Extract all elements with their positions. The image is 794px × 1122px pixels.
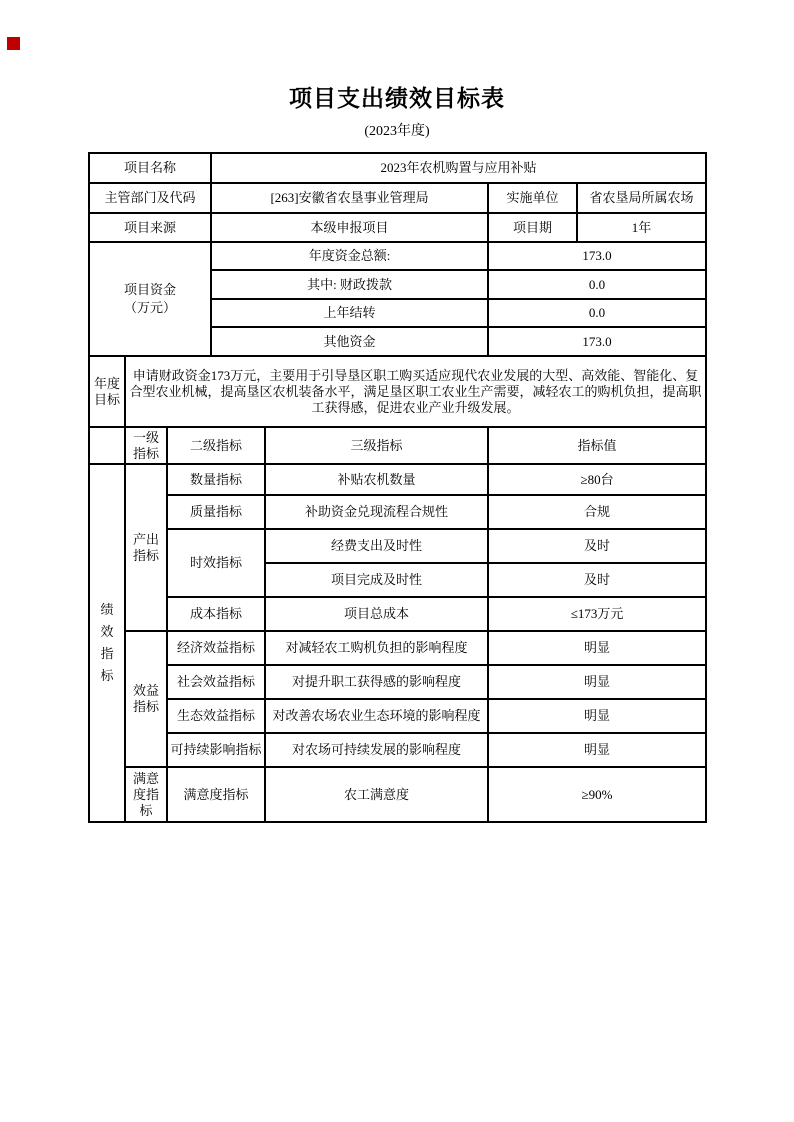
funding-total-value: 173.0 xyxy=(488,242,706,270)
level3-cell: 补贴农机数量 xyxy=(265,464,488,495)
level3-cell: 对改善农场农业生态环境的影响程度 xyxy=(265,699,488,733)
level2-satisfaction: 满意度指标 xyxy=(167,767,265,822)
indicator-value-cell: 合规 xyxy=(488,495,706,529)
indicator-value-cell: 明显 xyxy=(488,733,706,767)
department-value: [263]安徽省农垦事业管理局 xyxy=(211,183,488,213)
indicator-row xyxy=(89,529,706,563)
level3-cell: 补助资金兑现流程合规性 xyxy=(265,495,488,529)
level2-quality: 质量指标 xyxy=(167,495,265,529)
indicator-row xyxy=(89,665,706,699)
header-level2: 二级指标 xyxy=(167,427,265,464)
row-funding-total xyxy=(89,242,706,270)
indicator-row xyxy=(89,464,706,495)
level3-cell: 经费支出及时性 xyxy=(265,529,488,563)
level3-cell: 项目总成本 xyxy=(265,597,488,631)
impl-unit-label: 实施单位 xyxy=(488,183,577,213)
funding-fiscal-name: 其中: 财政拨款 xyxy=(211,270,488,299)
level1-output: 产出指标 xyxy=(125,464,167,631)
indicator-value-cell: 明显 xyxy=(488,631,706,665)
header-value: 指标值 xyxy=(488,427,706,464)
indicator-row xyxy=(89,699,706,733)
row-source xyxy=(89,213,706,242)
indicator-value-cell: ≥90% xyxy=(488,767,706,822)
level3-cell: 对农场可持续发展的影响程度 xyxy=(265,733,488,767)
red-corner-marker xyxy=(7,37,20,50)
level3-cell: 农工满意度 xyxy=(265,767,488,822)
level1-benefit: 效益指标 xyxy=(125,631,167,767)
row-indicator-header xyxy=(89,427,706,464)
level3-cell: 对减轻农工购机负担的影响程度 xyxy=(265,631,488,665)
level2-social: 社会效益指标 xyxy=(167,665,265,699)
indicator-row xyxy=(89,767,706,822)
funding-other-name: 其他资金 xyxy=(211,327,488,356)
level2-ecological: 生态效益指标 xyxy=(167,699,265,733)
indicator-row xyxy=(89,631,706,665)
annual-goal-label: 年度目标 xyxy=(89,356,125,427)
funding-label-line1: 项目资金 xyxy=(124,282,177,297)
level2-cost: 成本指标 xyxy=(167,597,265,631)
funding-fiscal-value: 0.0 xyxy=(488,270,706,299)
level2-quantity: 数量指标 xyxy=(167,464,265,495)
row-department xyxy=(89,183,706,213)
indicator-row xyxy=(89,597,706,631)
level3-cell: 项目完成及时性 xyxy=(265,563,488,597)
period-label: 项目期 xyxy=(488,213,577,242)
funding-total-name: 年度资金总额: xyxy=(211,242,488,270)
funding-label-line2: （万元） xyxy=(124,300,177,315)
annual-goal-text: 申请财政资金173万元，主要用于引导垦区职工购买适应现代农业发展的大型、高效能、智能化、复合型农业机械，提高垦区农机装备水平，满足垦区职工农业生产需要，减轻农工的购机负担，提高职工获得感，促进农业产业升级发展。 xyxy=(125,356,706,427)
header-level3: 三级指标 xyxy=(265,427,488,464)
funding-other-value: 173.0 xyxy=(488,327,706,356)
level1-satisfaction: 满意度指标 xyxy=(125,767,167,822)
performance-target-table xyxy=(88,152,707,823)
period-value: 1年 xyxy=(577,213,706,242)
project-name-value: 2023年农机购置与应用补贴 xyxy=(211,153,706,183)
funding-carryover-name: 上年结转 xyxy=(211,299,488,327)
indicator-row xyxy=(89,495,706,529)
funding-label xyxy=(89,242,211,356)
indicator-value-cell: ≤173万元 xyxy=(488,597,706,631)
level3-cell: 对提升职工获得感的影响程度 xyxy=(265,665,488,699)
source-value: 本级申报项目 xyxy=(211,213,488,242)
page-title: 项目支出绩效目标表 xyxy=(289,86,505,111)
level2-sustainable: 可持续影响指标 xyxy=(167,733,265,767)
page-subtitle: (2023年度) xyxy=(364,124,430,139)
row-project-name xyxy=(89,153,706,183)
indicator-value-cell: 明显 xyxy=(488,699,706,733)
indicator-corner-cell xyxy=(89,427,125,464)
impl-unit-value: 省农垦局所属农场 xyxy=(577,183,706,213)
level2-economic: 经济效益指标 xyxy=(167,631,265,665)
header-level1: 一级指标 xyxy=(125,427,167,464)
source-label: 项目来源 xyxy=(89,213,211,242)
indicator-row xyxy=(89,733,706,767)
level2-timeliness: 时效指标 xyxy=(167,529,265,597)
indicator-value-cell: 及时 xyxy=(488,563,706,597)
performance-side-label xyxy=(89,464,125,822)
indicator-value-cell: 及时 xyxy=(488,529,706,563)
row-annual-goal xyxy=(89,356,706,427)
performance-side-label-text: 绩效指标 xyxy=(100,602,114,683)
funding-carryover-value: 0.0 xyxy=(488,299,706,327)
department-label: 主管部门及代码 xyxy=(89,183,211,213)
indicator-value-cell: 明显 xyxy=(488,665,706,699)
project-name-label: 项目名称 xyxy=(89,153,211,183)
indicator-value-cell: ≥80台 xyxy=(488,464,706,495)
